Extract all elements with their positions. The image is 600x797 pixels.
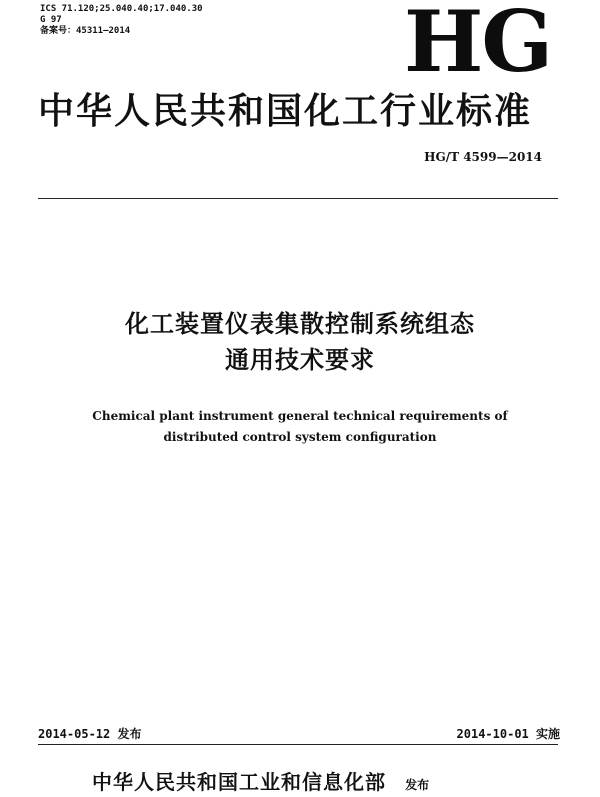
publish-verb: 发布 xyxy=(405,778,430,792)
hg-logo: HG xyxy=(404,0,552,91)
title-cn-line-1: 化工装置仪表集散控制系统组态 xyxy=(125,310,475,338)
publisher-name: 中华人民共和国工业和信息化部 xyxy=(92,770,386,794)
publisher-line xyxy=(92,770,429,797)
issue-date: 2014-05-12 发布 xyxy=(38,727,142,741)
record-number: 备案号：45311—2014 xyxy=(40,26,131,36)
title-cn-line-2: 通用技术要求 xyxy=(225,346,375,374)
ics-code: ICS 71.120;25.040.40;17.040.30 xyxy=(40,4,203,14)
implementation-date: 2014-10-01 实施 xyxy=(456,727,560,741)
standard-code: HG/T 4599—2014 xyxy=(424,150,542,164)
classification-block xyxy=(40,4,203,37)
bottom-divider xyxy=(38,744,558,745)
title-chinese xyxy=(0,306,600,378)
ccs-code: G 97 xyxy=(40,15,62,25)
top-divider xyxy=(38,198,558,199)
title-en-line-1: Chemical plant instrument general technical requirements of xyxy=(92,409,508,423)
title-english xyxy=(0,406,600,448)
title-en-line-2: distributed control system configuration xyxy=(163,430,437,444)
standard-category: 中华人民共和国化工行业标准 xyxy=(38,91,533,132)
